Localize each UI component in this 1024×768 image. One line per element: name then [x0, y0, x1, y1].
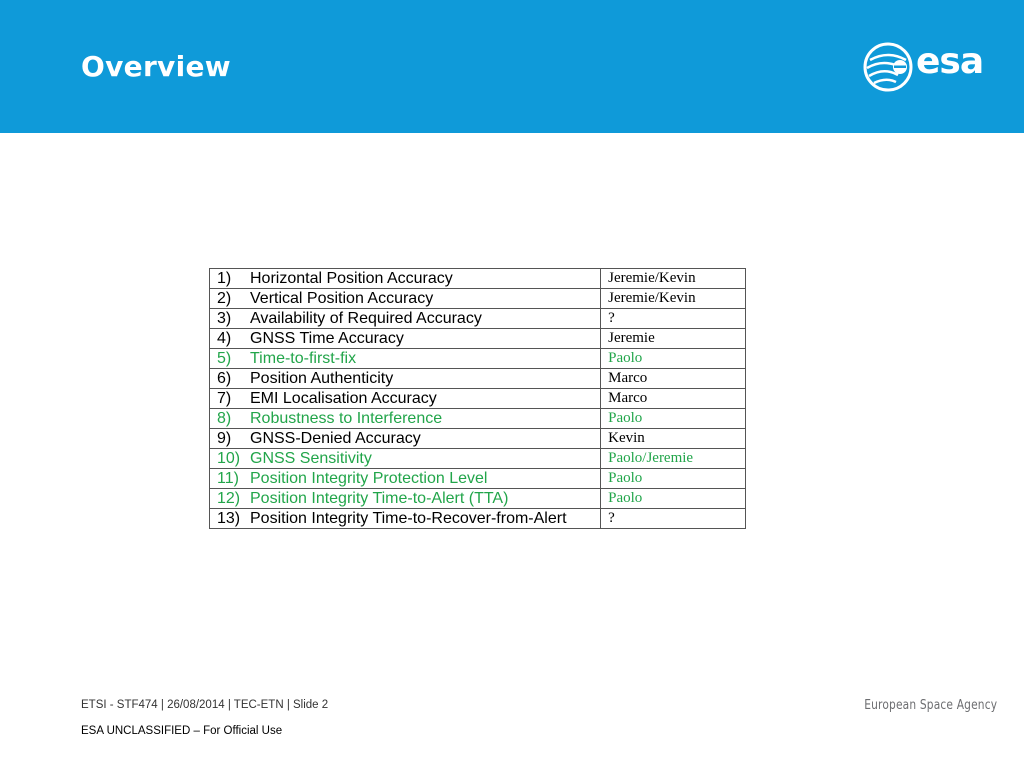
table-row	[210, 489, 746, 509]
owner-cell: Jeremie	[601, 329, 746, 349]
owner-cell: Marco	[601, 389, 746, 409]
item-cell	[210, 469, 601, 489]
slide-title: Overview	[81, 50, 231, 83]
item-label: Position Integrity Time-to-Alert (TTA)	[250, 490, 509, 507]
item-cell	[210, 329, 601, 349]
item-number: 13)	[217, 510, 241, 527]
table-row	[210, 469, 746, 489]
owner-cell: Marco	[601, 369, 746, 389]
footer-classification: ESA UNCLASSIFIED – For Official Use	[81, 725, 283, 737]
owner-cell: Jeremie/Kevin	[601, 269, 746, 289]
item-number: 8)	[217, 410, 232, 427]
requirements-table	[209, 268, 746, 529]
table-row	[210, 429, 746, 449]
item-label: Availability of Required Accuracy	[250, 310, 482, 327]
item-number: 11)	[217, 470, 239, 487]
item-number: 6)	[217, 370, 232, 387]
item-cell	[210, 269, 601, 289]
esa-globe-icon	[862, 40, 916, 94]
owner-cell: Kevin	[601, 429, 746, 449]
item-cell	[210, 409, 601, 429]
item-number: 3)	[217, 310, 232, 327]
owner-cell: Paolo	[601, 489, 746, 509]
table-row	[210, 269, 746, 289]
footer-agency-name: European Space Agency	[863, 698, 997, 713]
table-row	[210, 449, 746, 469]
item-cell	[210, 389, 601, 409]
owner-cell: Paolo	[601, 349, 746, 369]
item-label: Time-to-first-fix	[250, 350, 357, 367]
esa-logo-text: esa	[916, 41, 984, 82]
table-row	[210, 389, 746, 409]
item-number: 2)	[217, 290, 232, 307]
item-number: 7)	[217, 390, 232, 407]
item-label: Vertical Position Accuracy	[250, 290, 434, 307]
owner-cell: Paolo	[601, 469, 746, 489]
item-label: EMI Localisation Accuracy	[250, 390, 437, 407]
item-label: GNSS Sensitivity	[250, 450, 372, 467]
item-cell	[210, 289, 601, 309]
item-label: GNSS-Denied Accuracy	[250, 430, 421, 447]
item-cell	[210, 349, 601, 369]
table-row	[210, 309, 746, 329]
owner-cell: Paolo/Jeremie	[601, 449, 746, 469]
table-row	[210, 509, 746, 529]
item-label: Position Authenticity	[250, 370, 394, 387]
item-label: GNSS Time Accuracy	[250, 330, 404, 347]
item-cell	[210, 449, 601, 469]
owner-cell: ?	[601, 309, 746, 329]
table-row	[210, 289, 746, 309]
item-label: Robustness to Interference	[250, 410, 443, 427]
table-row	[210, 409, 746, 429]
owner-cell: ?	[601, 509, 746, 529]
item-number: 12)	[217, 490, 241, 507]
item-number: 1)	[217, 270, 232, 287]
slide-header	[0, 0, 1024, 133]
item-cell	[210, 309, 601, 329]
item-label: Horizontal Position Accuracy	[250, 270, 453, 287]
item-cell	[210, 429, 601, 449]
footer-info: ETSI - STF474 | 26/08/2014 | TEC-ETN | Slide 2	[81, 699, 329, 711]
item-label: Position Integrity Protection Level	[250, 470, 488, 487]
item-number: 4)	[217, 330, 232, 347]
esa-logo	[862, 40, 1002, 94]
item-number: 9)	[217, 430, 232, 447]
table-row	[210, 329, 746, 349]
owner-cell: Paolo	[601, 409, 746, 429]
item-number: 10)	[217, 450, 241, 467]
item-number: 5)	[217, 350, 232, 367]
table-row	[210, 349, 746, 369]
item-cell	[210, 369, 601, 389]
item-label: Position Integrity Time-to-Recover-from-Alert	[250, 510, 567, 527]
item-cell	[210, 509, 601, 529]
owner-cell: Jeremie/Kevin	[601, 289, 746, 309]
item-cell	[210, 489, 601, 509]
table-row	[210, 369, 746, 389]
